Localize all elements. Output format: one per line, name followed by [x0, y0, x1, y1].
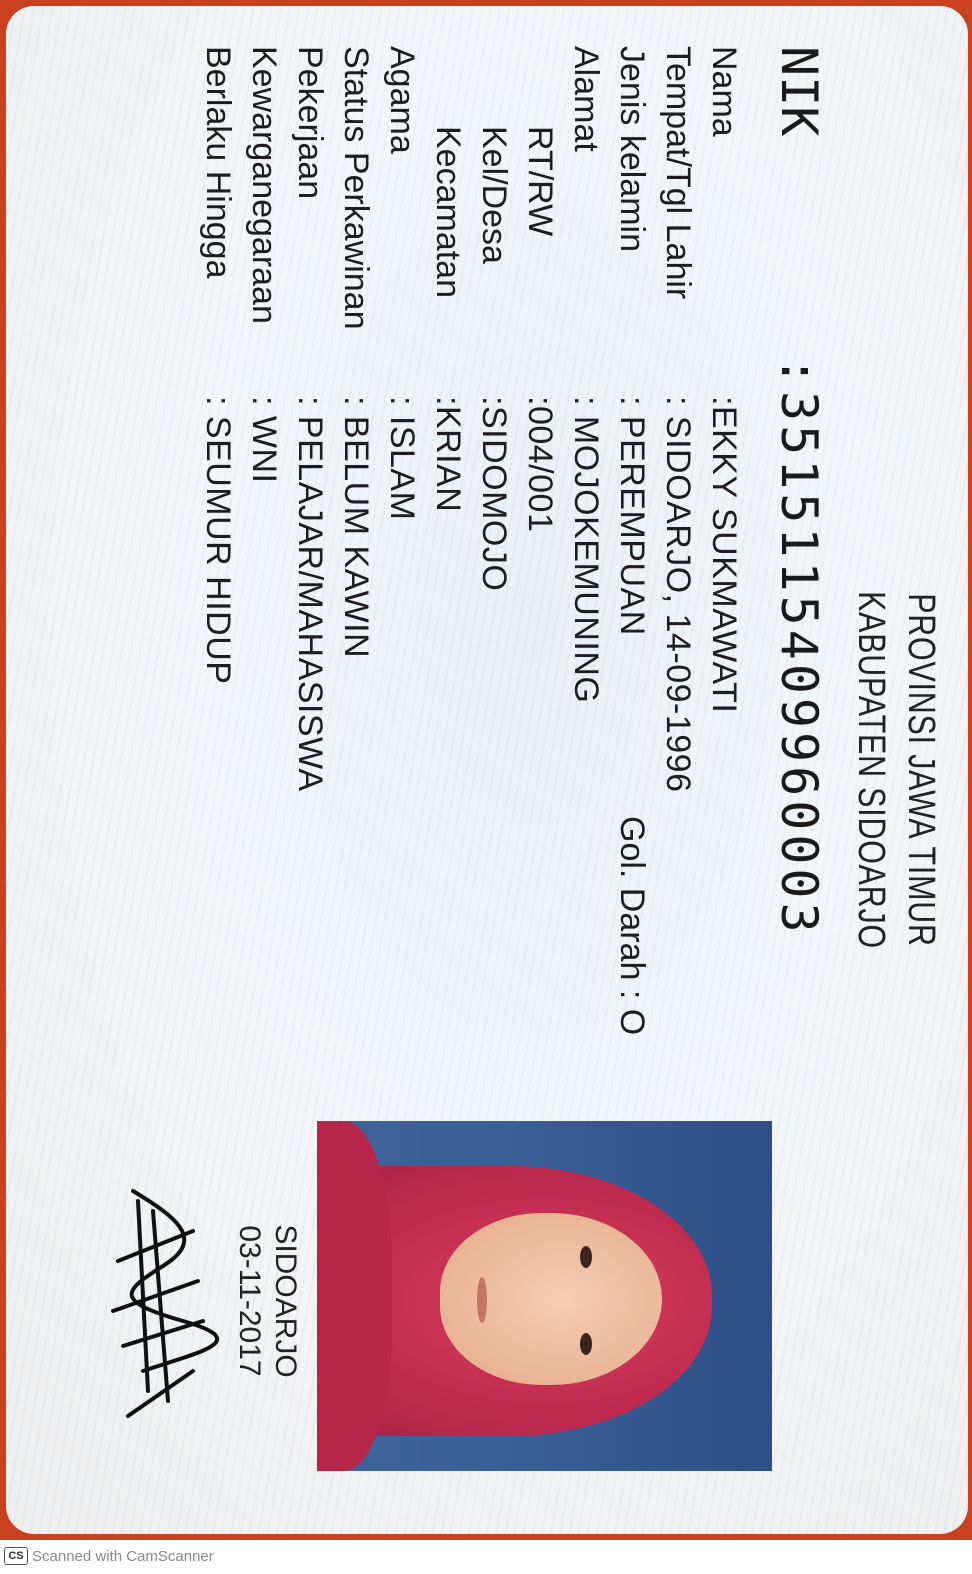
field-value: :SIDOMOJO [475, 396, 513, 592]
issue-date: 03-11-2017 [233, 1225, 266, 1377]
field-label: Pekerjaan [291, 46, 329, 200]
field-row-rtrw [515, 46, 559, 1146]
field-row-district [423, 46, 467, 1146]
field-value: : SIDOARJO, 14-09-1996 [659, 396, 697, 793]
field-row-marital [331, 46, 375, 1146]
photo-mouth [477, 1277, 487, 1323]
field-label: Tempat/Tgl Lahir [659, 46, 697, 300]
id-card [6, 6, 968, 1534]
camscanner-logo-icon: CS [4, 1547, 28, 1565]
field-label: Agama [383, 46, 421, 154]
id-card-content [6, 6, 968, 1534]
field-row-occupation [285, 46, 329, 1146]
nik-label: NIK [770, 46, 828, 137]
scanner-footer [4, 1542, 214, 1570]
photo-eye [580, 1333, 592, 1355]
signature [93, 1171, 223, 1431]
field-value: :KRIAN [429, 396, 467, 513]
scanner-footer-text: Scanned with CamScanner [32, 1547, 214, 1565]
photo-shoulder [317, 1121, 392, 1471]
field-row-birth [653, 46, 697, 1146]
field-value: : WNI [245, 396, 283, 484]
field-row-religion [377, 46, 421, 1146]
field-row-validity [193, 46, 237, 1146]
nik-value: 3515115409960003 [770, 391, 828, 937]
field-row-address [561, 46, 605, 1146]
field-row-gender [607, 46, 651, 1146]
field-label: Kel/Desa [475, 126, 513, 264]
field-value: : MOJOKEMUNING [567, 396, 605, 704]
field-label: RT/RW [521, 126, 559, 237]
photo-eye [580, 1246, 592, 1268]
issue-place: SIDOARJO [269, 1224, 302, 1378]
field-row-village [469, 46, 513, 1146]
field-label: Alamat [567, 46, 605, 152]
field-value: : SEUMUR HIDUP [199, 396, 237, 685]
field-value: : PELAJAR/MAHASISWA [291, 396, 329, 792]
field-value: : PEREMPUAN [613, 396, 651, 636]
field-label: Kewarganegaraan [245, 46, 283, 324]
regency-title: KABUPATEN SIDOARJO [850, 591, 892, 949]
field-value: :004/001 [521, 396, 559, 533]
photo-face [440, 1213, 662, 1385]
field-label: Jenis kelamin [613, 46, 651, 252]
nik-colon: : [770, 356, 828, 387]
issue-info [231, 1201, 303, 1401]
field-row-citizenship [239, 46, 283, 1146]
field-label: Nama [705, 46, 743, 137]
holder-photo [317, 1121, 772, 1471]
field-row-nama [699, 46, 743, 1146]
field-value: : BELUM KAWIN [337, 396, 375, 659]
field-value: :EKKY SUKMAWATI [705, 396, 743, 714]
blood-type: Gol. Darah : O [613, 816, 651, 1036]
field-label: Kecamatan [429, 126, 467, 298]
province-title: PROVINSI JAWA TIMUR [900, 593, 942, 947]
field-label: Status Perkawinan [337, 46, 375, 330]
field-label: Berlaku Hingga [199, 46, 237, 279]
field-value: : ISLAM [383, 396, 421, 521]
